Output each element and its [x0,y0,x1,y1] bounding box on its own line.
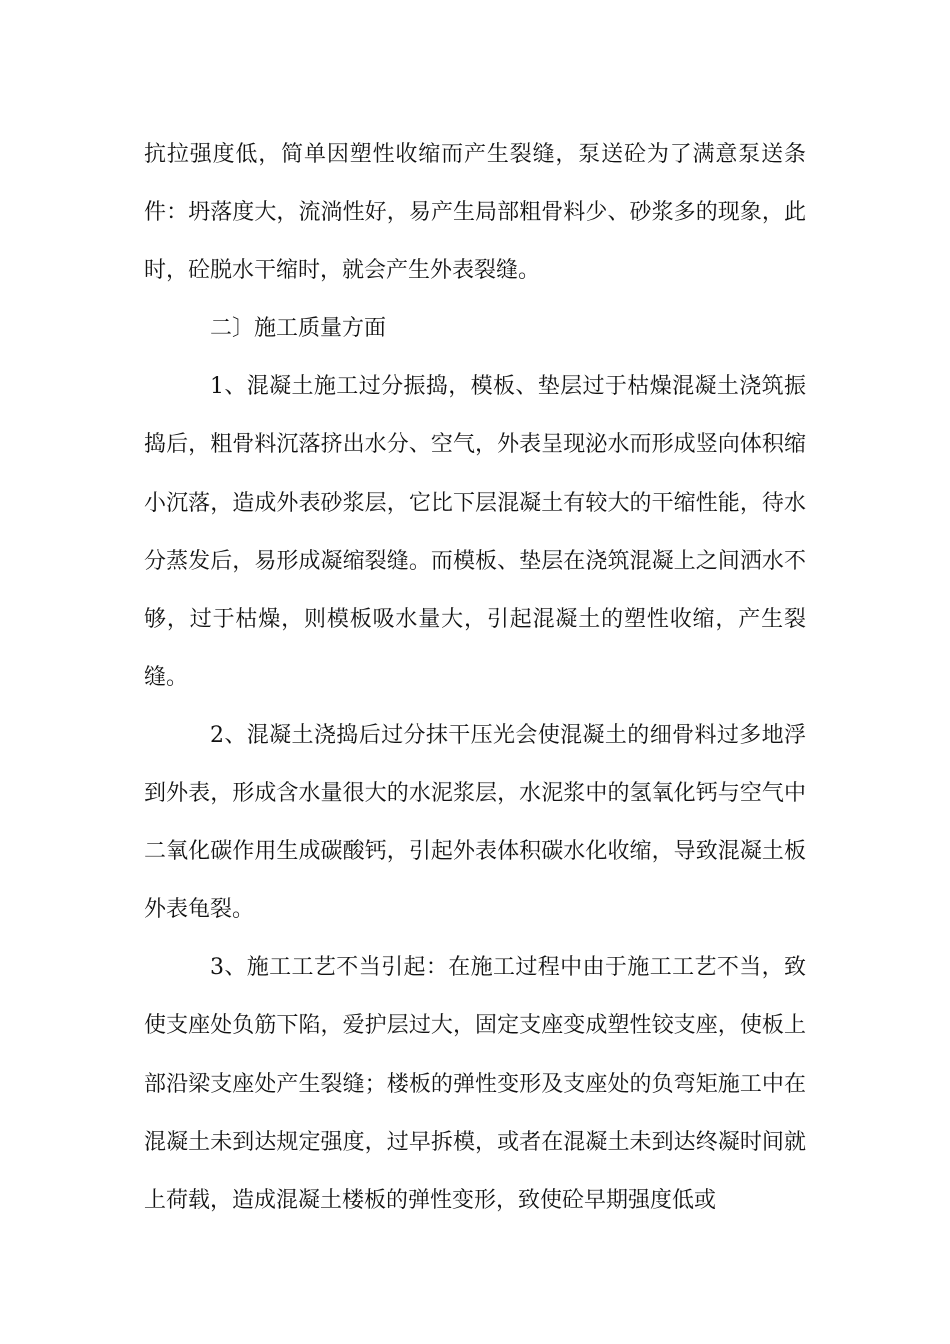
paragraph-continuation: 抗拉强度低，简单因塑性收缩而产生裂缝，泵送砼为了满意泵送条件：坍落度大，流淌性好，易产生局部粗骨料少、砂浆多的现象，此时，砼脱水干缩时，就会产生外表裂缝。 [144,142,806,284]
section-heading-construction-quality: 二〕施工质量方面 [210,316,387,342]
paragraph-item-1: 1、混凝土施工过分振捣，模板、垫层过于枯燥混凝土浇筑振捣后，粗骨料沉落挤出水分、空气，外表呈现泌水而形成竖向体积缩小沉落，造成外表砂浆层，它比下层混凝土有较大的干缩性能，待水分蒸发后，易形成凝缩裂缝。而模板、垫层在浇筑混凝上之间洒水不够，过于枯燥，则模板吸水量大，引起混凝土的塑性收缩，产生裂缝。 [144,374,806,690]
paragraph-item-3: 3、施工工艺不当引起：在施工过程中由于施工工艺不当，致使支座处负筋下陷，爱护层过大，固定支座变成塑性铰支座，使板上部沿梁支座处产生裂缝；楼板的弹性变形及支座处的负弯矩施工中在混凝土未到达规定强度，过早拆模，或者在混凝土未到达终凝时间就上荷载，造成混凝土楼板的弹性变形，致使砼早期强度低或 [144,955,806,1213]
paragraph-item-2: 2、混凝土浇捣后过分抹干压光会使混凝土的细骨料过多地浮到外表，形成含水量很大的水泥浆层，水泥浆中的氢氧化钙与空气中二氧化碳作用生成碳酸钙，引起外表体积碳水化收缩，导致混凝土板外表龟裂。 [144,722,806,923]
body-text [144,126,806,1230]
